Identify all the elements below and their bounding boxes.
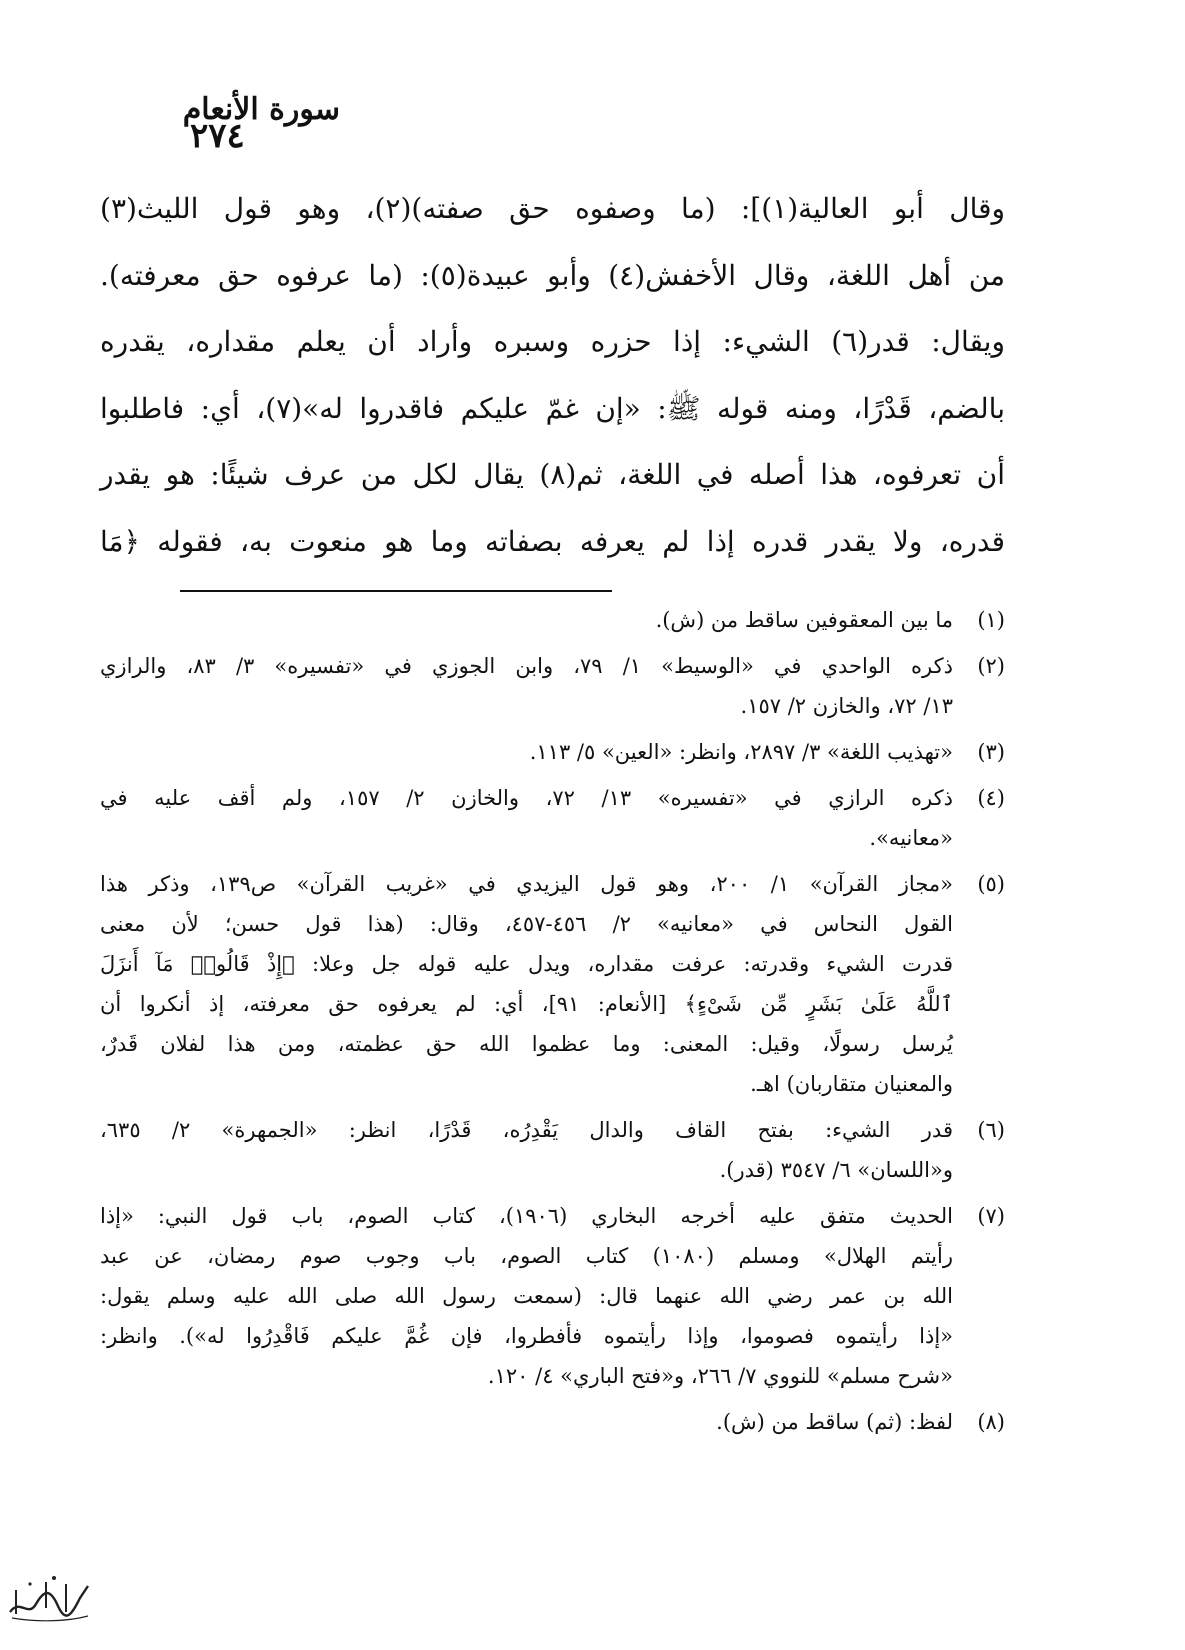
footnote-number: (٦) [977, 1118, 1005, 1142]
footnote-number: (٣) [977, 740, 1005, 764]
footnote-line: ذكره الرازي في «تفسيره» ١٣/ ٧٢، والخازن ٢/ ١٥٧، ولم أقف عليه في [100, 786, 953, 810]
footnote-number: (٨) [977, 1410, 1005, 1434]
footnote-text [100, 600, 953, 640]
body-line: ويقال: قدر(٦) الشيء: إذا حزره وسبره وأراد أن يعلم مقداره، يقدره [100, 325, 1005, 358]
main-text [100, 176, 1005, 575]
calligraphy-stamp [6, 1568, 92, 1624]
body-line: قدره، ولا يقدر قدره إذا لم يعرفه بصفاته وما هو منعوت به، فقوله ﴿مَا [100, 524, 1005, 558]
footnote-line: القول النحاس في «معانيه» ٢/ ٤٥٦-٤٥٧، وقال: (هذا قول حسن؛ لأن معنى [100, 912, 953, 936]
footnote-text [100, 646, 953, 726]
footnote-text [100, 1402, 953, 1442]
footnote-line: قدرت الشيء وقدرته: عرفت مقداره، ويدل عليه قوله جل وعلا: ﴿إِذْ قَالُوا۟ مَآ أَنزَلَ [100, 952, 953, 976]
footnote-text [100, 778, 953, 858]
footnote-5 [100, 864, 1005, 1104]
footnote-text [100, 1196, 953, 1396]
footnote-3 [100, 732, 1005, 772]
footnote-line: رأيتم الهلال» ومسلم (١٠٨٠) كتاب الصوم، باب وجوب صوم رمضان، عن عبد [100, 1244, 954, 1268]
footnote-line: «شرح مسلم» للنووي ٧/ ٢٦٦، و«فتح الباري» ٤/ ١٢٠. [487, 1364, 953, 1388]
footnote-text [100, 864, 953, 1104]
footnote-line: «إذا رأيتموه فصوموا، وإذا رأيتموه فأفطروا، فإن غُمَّ عليكم فَاقْدِرُوا له»). وانظر: [100, 1324, 953, 1348]
footnote-number: (٤) [977, 786, 1005, 810]
footnote-line: ما بين المعقوفين ساقط من (ش). [655, 608, 953, 632]
footnote-2 [100, 646, 1005, 726]
footnote-number: (٧) [977, 1204, 1005, 1228]
footnote-text [100, 1110, 953, 1190]
body-line: من أهل اللغة، وقال الأخفش(٤) وأبو عبيدة(٥): (ما عرفوه حق معرفته). [100, 258, 1006, 292]
footnotes [100, 600, 1005, 1448]
footnote-line: يُرسل رسولًا، وقيل: المعنى: وما عظموا الله حق عظمته، ومن هذا لفلان قَدرٌ، [100, 1032, 953, 1056]
footnote-line: و«اللسان» ٦/ ٣٥٤٧ (قدر). [719, 1158, 953, 1182]
footnote-number: (١) [977, 608, 1005, 632]
footnote-1 [100, 600, 1005, 640]
footnote-line: الحديث متفق عليه أخرجه البخاري (١٩٠٦)، كتاب الصوم، باب قول النبي: «إذا [100, 1204, 953, 1228]
footnote-line: ١٣/ ٧٢، والخازن ٢/ ١٥٧. [740, 694, 953, 718]
footnote-line: ذكره الواحدي في «الوسيط» ١/ ٧٩، وابن الجوزي في «تفسيره» ٣/ ٨٣، والرازي [100, 654, 953, 678]
footnote-number: (٢) [977, 654, 1005, 678]
footnote-text [100, 732, 953, 772]
footnote-8 [100, 1402, 1005, 1442]
footnote-line: قدر الشيء: بفتح القاف والدال يَقْدِرُه، قَدْرًا، انظر: «الجمهرة» ٢/ ٦٣٥، [100, 1118, 953, 1142]
body-line: بالضم، قَدْرًا، ومنه قوله ﷺ: «إن غمّ عليكم فاقدروا له»(٧)، أي: فاطلبوا [100, 391, 1006, 425]
footnote-line: «معانيه». [869, 826, 953, 850]
footnote-line: «تهذيب اللغة» ٣/ ٢٨٩٧، وانظر: «العين» ٥/ ١١٣. [529, 740, 953, 764]
body-line: وقال أبو العالية(١)]: (ما وصفوه حق صفته)(٢)، وهو قول الليث(٣) [100, 192, 1006, 225]
running-title: سورة الأنعام [182, 92, 340, 127]
footnote-line: لفظ: (ثم) ساقط من (ش). [716, 1410, 953, 1434]
footnote-6 [100, 1110, 1005, 1190]
footnote-4 [100, 778, 1005, 858]
body-line: أن تعرفوه، هذا أصله في اللغة، ثم(٨) يقال لكل من عرف شيئًا: هو يقدر [100, 458, 1006, 491]
footnote-number: (٥) [977, 872, 1005, 896]
page-number: ٢٧٤ [190, 116, 245, 156]
footnote-line: «مجاز القرآن» ١/ ٢٠٠، وهو قول اليزيدي في «غريب القرآن» ص١٣٩، وذكر هذا [100, 872, 953, 896]
footnote-line: ٱللَّهُ عَلَىٰ بَشَرٍ مِّن شَىْءٍ﴾ [الأنعام: ٩١]، أي: لم يعرفوه حق معرفته، إذ أنكروا أن [100, 992, 954, 1016]
footnote-line: الله بن عمر رضي الله عنهما قال: (سمعت رسول الله صلى الله عليه وسلم يقول: [100, 1284, 953, 1308]
footnote-7 [100, 1196, 1005, 1396]
footnote-separator [180, 590, 612, 592]
footnote-line: والمعنيان متقاربان) اهـ. [750, 1072, 953, 1096]
